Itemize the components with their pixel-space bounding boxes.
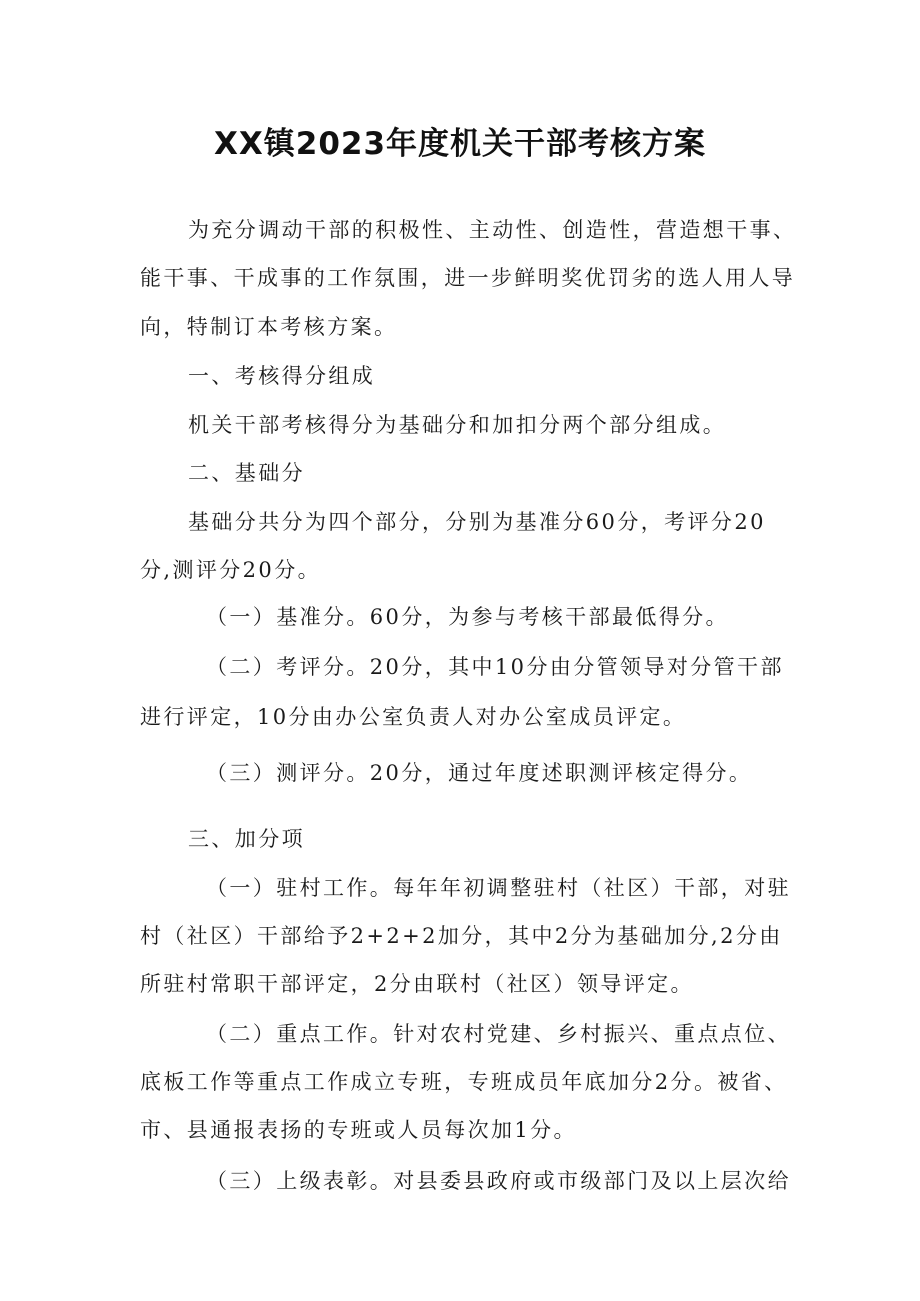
- paragraph-line: 为充分调动干部的积极性、主动性、创造性，营造想干事、: [188, 218, 797, 242]
- paragraph-line: （三）测评分。20分，通过年度述职测评核定得分。: [206, 761, 753, 785]
- paragraph-line: 进行评定，10分由办公室负责人对办公室成员评定。: [140, 705, 687, 729]
- paragraph-line: 所驻村常职干部评定，2分由联村（社区）领导评定。: [140, 972, 694, 996]
- paragraph-line: 分,测评分20分。: [140, 558, 321, 582]
- section-heading: 三、加分项: [188, 827, 305, 851]
- paragraph-line: 基础分共分为四个部分，分别为基准分60分，考评分20: [188, 510, 766, 534]
- paragraph-line: （一）基准分。60分，为参与考核干部最低得分。: [206, 605, 729, 629]
- section-heading: 一、考核得分组成: [188, 364, 376, 388]
- section-heading: 二、基础分: [188, 461, 305, 485]
- paragraph-line: （三）上级表彰。对县委县政府或市级部门及以上层次给: [206, 1169, 791, 1193]
- paragraph-line: （二）重点工作。针对农村党建、乡村振兴、重点点位、: [206, 1022, 791, 1046]
- paragraph-line: （二）考评分。20分，其中10分由分管领导对分管干部: [206, 655, 784, 679]
- paragraph-line: 能干事、干成事的工作氛围，进一步鲜明奖优罚劣的选人用人导: [140, 266, 796, 290]
- paragraph-line: 底板工作等重点工作成立专班，专班成员年底加分2分。被省、: [140, 1070, 788, 1094]
- paragraph-line: 市、县通报表扬的专班或人员每次加1分。: [140, 1118, 577, 1142]
- paragraph-line: （一）驻村工作。每年年初调整驻村（社区）干部，对驻: [206, 876, 791, 900]
- document-title: XX镇2023年度机关干部考核方案: [213, 126, 707, 162]
- paragraph-line: 向，特制订本考核方案。: [140, 315, 398, 339]
- paragraph-line: 机关干部考核得分为基础分和加扣分两个部分组成。: [188, 413, 727, 437]
- paragraph-line: 村（社区）干部给予2+2+2加分，其中2分为基础加分,2分由: [140, 924, 783, 948]
